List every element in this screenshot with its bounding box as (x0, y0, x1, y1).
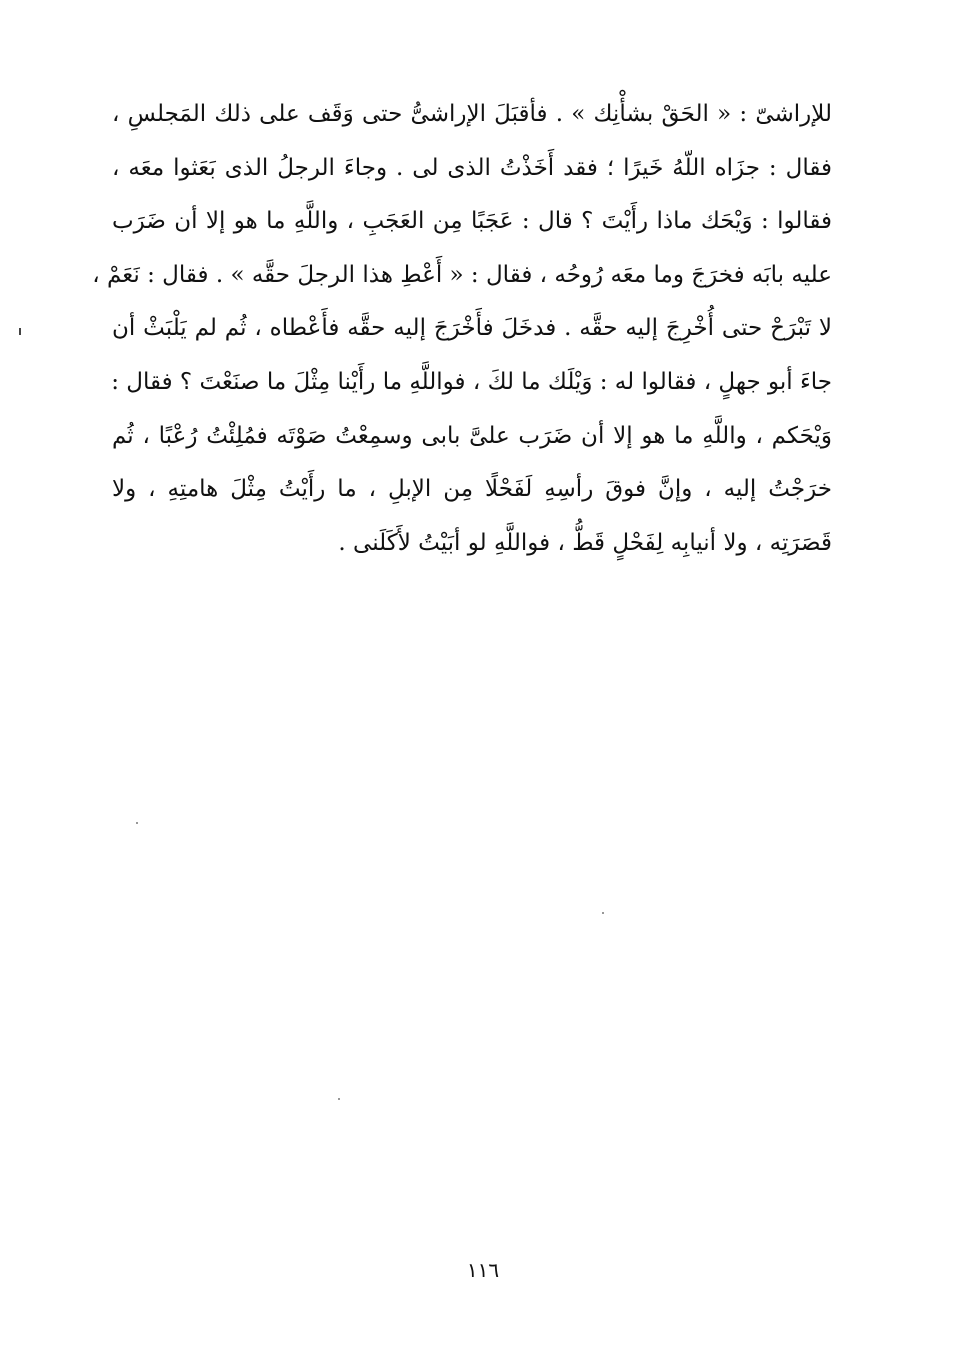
text-line-7: وَيْحَكم ، واللَّهِ ما هو إلا أن ضَرَب علىَّ بابى وسمِعْتُ صَوْتَه فمُلِئْتُ رُعْبًا ، ثُم (112, 422, 832, 449)
page-number: ١١٦ (466, 1258, 500, 1282)
scan-speck (136, 822, 138, 824)
text-line-1: للإراشىّ : « الحَقْ بشأْنِك » . فأقبَلَ الإراشىُّ حتى وَقَف على ذلك المَجلسِ ، (112, 101, 832, 127)
scan-speck (602, 912, 604, 914)
body-text (92, 88, 832, 570)
text-line-2: فقال : جزَاه اللّهُ خَيرًا ؛ فقد أَخَذْتُ الذى لى . وجاءَ الرجلُ الذى بَعَثوا معَه ، (112, 154, 832, 181)
text-line-4: عليه بابَه فخرَجَ وما معَه رُوحُه ، فقال : « أَعْطِ هذا الرجلَ حقَّه » . فقال : نَعَمْ ، (92, 261, 832, 288)
scan-speck (338, 1098, 340, 1100)
text-line-8: خرَجْتُ إليه ، وإنَّ فوقَ رأسِهِ لَفَحْلًا مِن الإبلِ ، ما رأَيْتُ مِثْلَ هامتِهِ ، ولا (112, 476, 832, 503)
text-line-9: قَصَرَتِه ، ولا أنيابِه لِفَحْلٍ قَطُّ ، فواللَّهِ لو أبَيْتُ لأَكَلَنى . (338, 529, 832, 556)
text-line-6: جاءَ أبو جهلٍ ، فقالوا له : وَيْلَك ما لكَ ، فواللَّهِ ما رأَيْنا مِثْلَ ما صنَعْتَ ؟ فقال : (111, 368, 832, 395)
scan-margin-mark (19, 328, 21, 335)
text-line-5: لا تَبْرَحْ حتى أُخْرِجَ إليه حقَّه . فدخَلَ فأَخْرَجَ إليه حقَّه فأَعْطاه ، ثُم لم يَلْبَثْ أن (112, 315, 832, 342)
text-line-3: فقالوا : وَيْحَك ماذا رأَيْتَ ؟ قال : عَجَبًا مِن العَجَبِ ، واللَّهِ ما هو إلا أن ضَرَب (112, 208, 832, 235)
